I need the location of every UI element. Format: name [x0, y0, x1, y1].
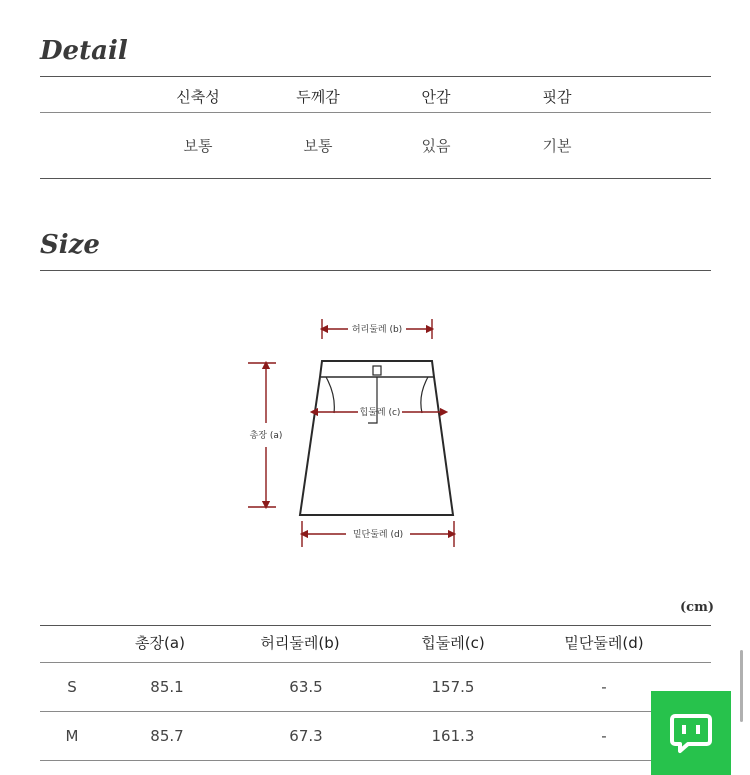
detail-header-stretch: 신축성 — [176, 88, 220, 106]
chat-button[interactable] — [651, 691, 731, 775]
detail-header-thickness: 두께감 — [296, 88, 340, 106]
size-row-m-hip: 161.3 — [431, 727, 475, 745]
size-row-m-length: 85.7 — [150, 727, 184, 745]
detail-title: Detail — [40, 36, 128, 66]
skirt-pocket-left — [326, 377, 334, 413]
size-table-header-rule — [40, 662, 711, 663]
scrollbar-thumb[interactable] — [740, 650, 743, 722]
size-top-rule — [40, 270, 711, 271]
size-row-s-hip: 157.5 — [431, 678, 475, 696]
size-header-waist: 허리둘레(b) — [260, 634, 340, 652]
detail-header-lining: 안감 — [421, 88, 451, 106]
detail-bottom-rule — [40, 178, 711, 179]
detail-value-lining: 있음 — [421, 137, 451, 155]
size-row-s-hem: - — [601, 678, 607, 696]
detail-value-thickness: 보통 — [303, 137, 333, 155]
detail-mid-rule — [40, 112, 711, 113]
size-table-bottom-rule — [40, 760, 711, 761]
size-row-s-waist: 63.5 — [289, 678, 323, 696]
detail-value-fit: 기본 — [542, 137, 572, 155]
hip-label: 힙둘레 (c) — [359, 408, 401, 418]
size-header-hip: 힙둘레(c) — [421, 634, 485, 652]
size-row-m-waist: 67.3 — [289, 727, 323, 745]
size-header-hem: 밑단둘레(d) — [564, 634, 644, 652]
detail-header-fit: 핏감 — [542, 88, 572, 106]
skirt-pocket-right — [421, 377, 428, 413]
waist-label: 허리둘레 (b) — [351, 325, 403, 335]
size-unit: (cm) — [680, 600, 714, 615]
hem-label: 밑단둘레 (d) — [352, 530, 404, 540]
size-title: Size — [40, 230, 100, 260]
skirt-button — [373, 366, 381, 375]
size-row-s-length: 85.1 — [150, 678, 184, 696]
skirt-measurement-diagram — [240, 305, 480, 555]
size-table-top-rule — [40, 625, 711, 626]
chat-bubble-icon — [668, 710, 714, 756]
size-table-row-rule — [40, 711, 711, 712]
detail-top-rule — [40, 76, 711, 77]
size-row-m-label: M — [65, 727, 79, 745]
detail-value-stretch: 보통 — [183, 137, 213, 155]
size-header-length: 총장(a) — [135, 634, 185, 652]
length-label: 총장 (a) — [249, 431, 283, 441]
size-row-s-label: S — [67, 678, 77, 696]
size-row-m-hem: - — [601, 727, 607, 745]
skirt-diagram-svg — [240, 305, 480, 555]
